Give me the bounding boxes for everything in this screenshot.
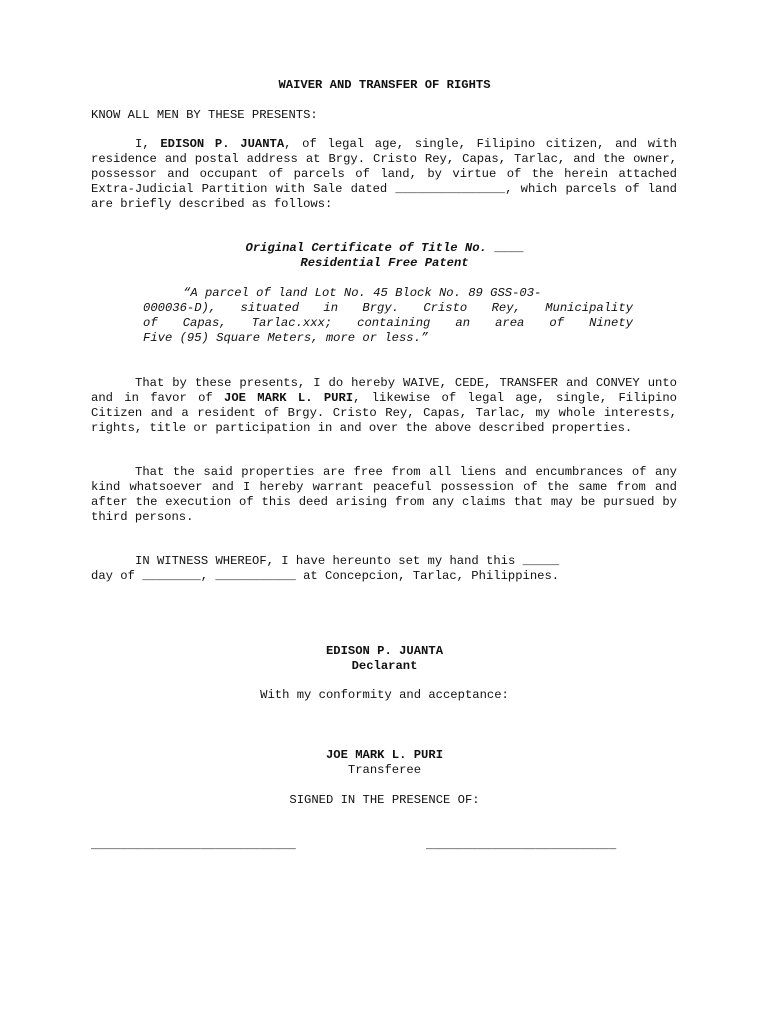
transferee-role: Transferee (347, 762, 422, 777)
witness-line-2: day of ________, ___________ at Concepcion, Tarlac, Philippines. (91, 568, 560, 583)
witness-signature-line-right: __________________________ (426, 838, 617, 852)
transferee-name: JOE MARK L. PURI (325, 748, 444, 762)
declarant-role: Declarant (351, 658, 418, 673)
certificate-number-blank: ____ (494, 241, 524, 255)
paragraph-witness (91, 554, 677, 584)
paragraph-declaration-lead: I, (135, 137, 161, 151)
paragraph-declaration (91, 137, 677, 212)
paragraph-warranty: That the said properties are free from all liens and encumbrances of any kind whatsoever and I hereby warrant peaceful possession of the same from and after the execution of this deed arising from any claims that may be pursued by third persons. (91, 465, 677, 524)
transferee-signature-block (92, 748, 677, 778)
parcel-line-4: Five (95) Square Meters, more or less.” (143, 330, 429, 345)
conformity-text: With my conformity and acceptance: (260, 688, 509, 702)
transferee-name-inline: JOE MARK L. PURI (224, 390, 354, 405)
witness-line-1: IN WITNESS WHEREOF, I have hereunto set my hand this _____ (135, 554, 560, 568)
paragraph-waiver-lead: That by these presents, I do hereby WAIVE, CEDE, TRANSFER and CONVEY unto and in favor of (91, 376, 677, 405)
certificate-heading (92, 241, 677, 271)
paragraph-waiver-rest: , likewise of legal age, single, Filipino Citizen and a resident of Brgy. Cristo Rey, Capas, Tarlac, my whole interests, rights, title or participation in and over the above described properties. (91, 390, 677, 435)
certificate-line-2: Residential Free Patent (300, 255, 469, 270)
certificate-line-1: Original Certificate of Title No. ____ (245, 241, 524, 255)
parcel-line-2: 000036-D), situated in Brgy. Cristo Rey, Municipality (143, 300, 633, 315)
parcel-line-1: “A parcel of land Lot No. 45 Block No. 89 GSS-03- (183, 286, 542, 300)
witness-signature-line-left: ____________________________ (91, 838, 296, 852)
parcel-line-3: of Capas, Tarlac.xxx; containing an area of Ninety (143, 315, 633, 330)
parcel-description (143, 286, 633, 346)
paragraph-waiver (91, 376, 677, 436)
document-title: WAIVER AND TRANSFER OF RIGHTS (278, 78, 491, 92)
witness-heading: SIGNED IN THE PRESENCE OF: (289, 793, 480, 807)
declarant-name: EDISON P. JUANTA (325, 644, 444, 658)
paragraph-declaration-rest: , of legal age, single, Filipino citizen, and with residence and postal address at Brgy. Cristo Rey, Capas, Tarlac, and the owner, possessor and occupant of parcels of land, by virtue of the herein attached Extra-Judicial Partition with Sale dated _______________, which parcels of land are briefly described as follows: (91, 137, 677, 211)
salutation: KNOW ALL MEN BY THESE PRESENTS: (91, 108, 318, 122)
declarant-signature-block (92, 644, 677, 674)
declarant-name-inline: EDISON P. JUANTA (160, 137, 285, 151)
